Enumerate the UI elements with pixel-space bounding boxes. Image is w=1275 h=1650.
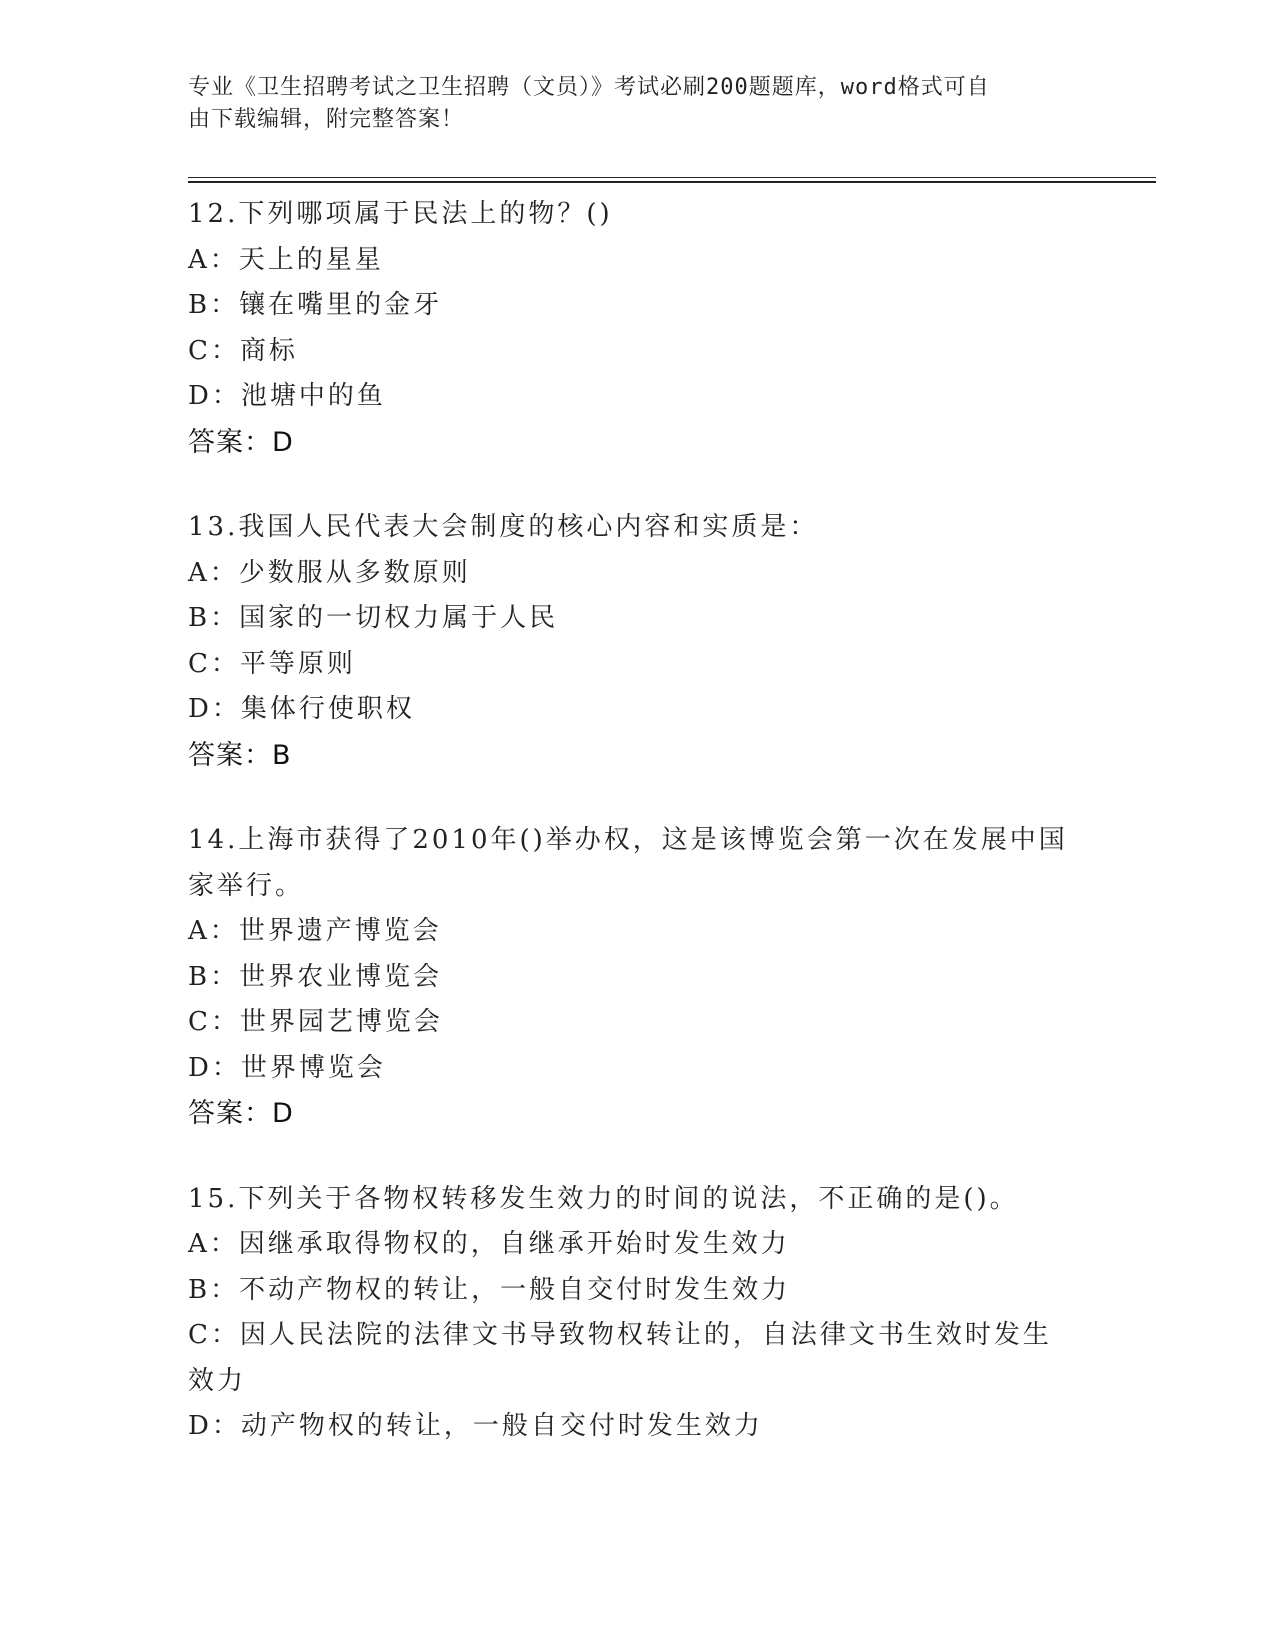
option-text: 国家的一切权力属于人民 xyxy=(239,603,559,633)
option-text: 世界园艺博览会 xyxy=(239,1007,443,1037)
option-text: 少数服从多数原则 xyxy=(238,557,471,588)
answer-line: 答案：D xyxy=(188,1098,294,1129)
option-text: 因人民法院的法律文书导致物权转让的，自法律文书生效时发生效力 xyxy=(188,1320,1052,1396)
option-text: 镶在嘴里的金牙 xyxy=(239,290,443,320)
header-line-1: 专业《卫生招聘考试之卫生招聘（文员）》考试必刷200题题库，word格式可自 xyxy=(188,75,990,100)
option-key: D： xyxy=(188,1052,241,1083)
question-14 xyxy=(188,818,1088,1137)
option-text: 平等原则 xyxy=(239,648,356,679)
option-a xyxy=(188,238,1088,284)
option-key: C： xyxy=(188,1320,240,1350)
document-header xyxy=(188,72,1068,136)
option-text: 世界博览会 xyxy=(240,1052,386,1083)
option-key: A： xyxy=(188,244,239,275)
option-text: 动产物权的转让，一般自交付时发生效力 xyxy=(240,1411,763,1441)
option-c xyxy=(188,1313,1068,1404)
option-text: 集体行使职权 xyxy=(240,694,415,724)
option-key: B： xyxy=(188,1274,240,1305)
question-stem: 15.下列关于各物权转移发生效力的时间的说法，不正确的是()。 xyxy=(188,1183,1019,1214)
option-text: 世界农业博览会 xyxy=(239,961,443,992)
option-a xyxy=(188,551,1088,597)
option-a xyxy=(188,909,1088,955)
question-12 xyxy=(188,192,1088,465)
option-key: D： xyxy=(188,1411,241,1441)
option-d xyxy=(188,1404,1088,1450)
question-list xyxy=(188,192,1088,1490)
option-key: C： xyxy=(188,1007,240,1037)
option-d xyxy=(188,687,1088,733)
option-key: B： xyxy=(188,603,240,633)
option-key: C： xyxy=(188,335,240,366)
question-15 xyxy=(188,1177,1088,1450)
option-key: A： xyxy=(188,557,239,588)
option-text: 世界遗产博览会 xyxy=(238,916,442,946)
question-stem: 14.上海市获得了2010年()举办权，这是该博览会第一次在发展中国家举行。 xyxy=(188,825,1068,901)
option-b xyxy=(188,283,1088,329)
option-d xyxy=(188,374,1088,420)
option-b xyxy=(188,1268,1088,1314)
question-stem: 13.我国人民代表大会制度的核心内容和实质是： xyxy=(188,512,819,542)
option-b xyxy=(188,596,1088,642)
option-text: 池塘中的鱼 xyxy=(240,381,386,411)
option-key: D： xyxy=(188,381,241,411)
option-text: 商标 xyxy=(239,335,298,366)
header-rule-thin xyxy=(188,177,1156,178)
option-text: 因继承取得物权的，自继承开始时发生效力 xyxy=(238,1229,790,1259)
question-13 xyxy=(188,505,1088,778)
option-key: A： xyxy=(188,1229,239,1259)
header-line-2: 由下载编辑，附完整答案！ xyxy=(188,107,465,132)
option-d xyxy=(188,1046,1088,1092)
option-c xyxy=(188,1000,1088,1046)
answer-line: 答案：B xyxy=(188,739,292,771)
option-key: A： xyxy=(188,916,239,946)
question-stem: 12.下列哪项属于民法上的物？() xyxy=(188,199,613,229)
option-c xyxy=(188,642,1088,688)
header-rule-thick xyxy=(188,181,1156,183)
option-text: 不动产物权的转让，一般自交付时发生效力 xyxy=(239,1274,791,1305)
option-key: D： xyxy=(188,694,241,724)
option-b xyxy=(188,955,1088,1001)
option-key: C： xyxy=(188,648,240,679)
option-key: B： xyxy=(188,290,240,320)
option-c xyxy=(188,329,1088,375)
answer-line: 答案：D xyxy=(188,426,294,458)
option-key: B： xyxy=(188,961,240,992)
option-text: 天上的星星 xyxy=(238,244,384,275)
option-a xyxy=(188,1222,1088,1268)
